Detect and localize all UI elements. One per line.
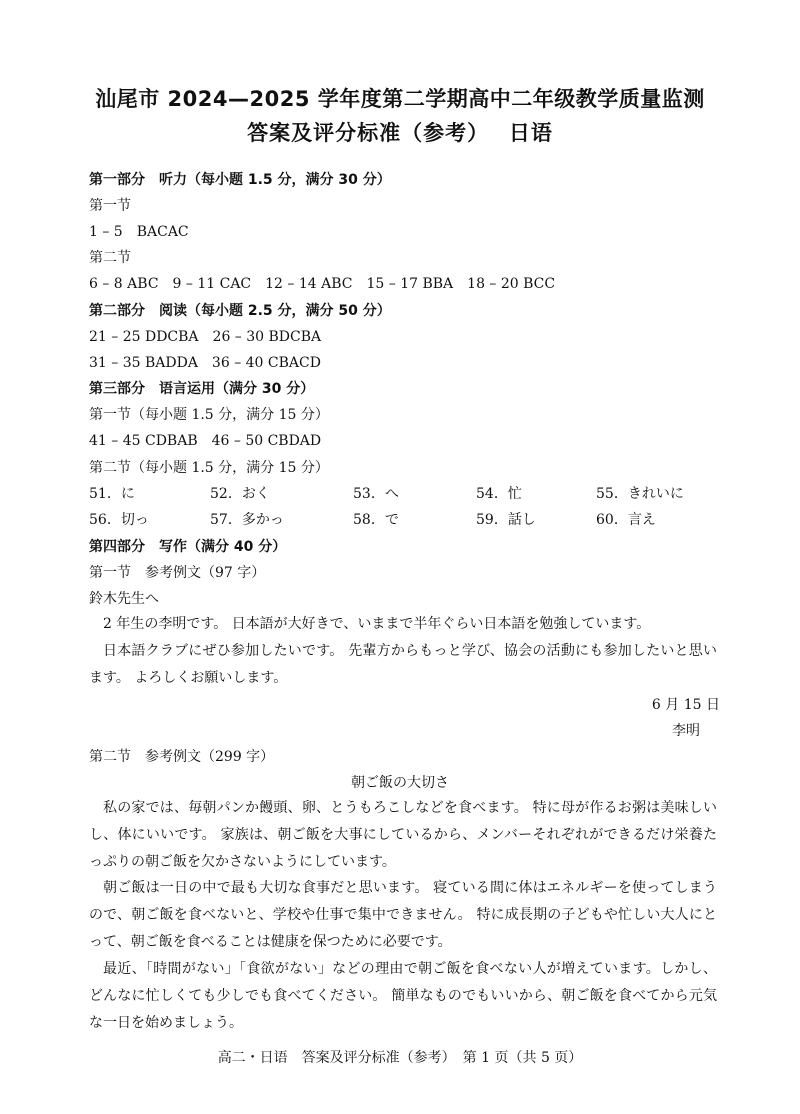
letter-signature: 李明 bbox=[672, 723, 700, 739]
fill-in-answer: 52．おく bbox=[210, 486, 270, 502]
part3-section2-label: 第二节（每小题 1.5 分，满分 15 分） bbox=[89, 460, 329, 476]
fill-in-answer: 51．に bbox=[89, 486, 135, 502]
part1-heading: 第一部分 听力（每小题 1.5 分，满分 30 分） bbox=[89, 172, 391, 188]
letter-salutation: 鈴木先生へ bbox=[89, 591, 159, 607]
part3-section1-label: 第一节（每小题 1.5 分，满分 15 分） bbox=[89, 407, 329, 423]
part1-section1-answers: 1 – 5 BACAC bbox=[89, 224, 189, 240]
essay-paragraph-2: 朝ご飯は一日の中で最も大切な食事だと思います。 寝ている間に体はエネルギーを使ってしまうので、朝ご飯を食べないと、学校や仕事で集中できません。 特に成長期の子どもや忙しい大人にとって、朝ご飯を食べることは健康を保つために必要です。 bbox=[89, 880, 717, 950]
fill-in-answer: 56．切っ bbox=[89, 512, 149, 528]
fill-in-answer: 59．話し bbox=[476, 512, 536, 528]
part2-answers-row2: 31 – 35 BADDA 36 – 40 CBACD bbox=[89, 355, 321, 371]
part2-heading: 第二部分 阅读（每小题 2.5 分，满分 50 分） bbox=[89, 303, 391, 319]
part4-section2-label: 第二节 参考例文（299 字） bbox=[89, 749, 275, 765]
letter-paragraph-1: 2 年生の李明です。 日本語が大好きで、いままで半年ぐらい日本語を勉強しています。 bbox=[103, 616, 651, 632]
part3-section1-answers: 41 – 45 CDBAB 46 – 50 CBDAD bbox=[89, 433, 322, 449]
letter-paragraph-2: 日本語クラブにぜひ参加したいです。 先輩方からもっと学び、協会の活動にも参加したいと思います。 よろしくお願いします。 bbox=[89, 643, 717, 686]
fill-in-answer: 54．忙 bbox=[476, 486, 522, 502]
letter-date: 6 月 15 日 bbox=[651, 697, 720, 713]
part4-heading: 第四部分 写作（满分 40 分） bbox=[89, 539, 287, 555]
document-subtitle: 答案及评分标准（参考） 日语 bbox=[247, 121, 553, 145]
essay-paragraph-3: 最近、「時間がない」「食欲がない」などの理由で朝ご飯を食べない人が増えています。しかし、どんなに忙しくても少しでも食べてください。 簡単なものでもいいから、朝ご飯を食べてから元気な一日を始めましょう。 bbox=[89, 961, 717, 1031]
fill-in-answer: 57．多かっ bbox=[210, 512, 284, 528]
page-footer: 高二・日语 答案及评分标准（参考） 第 1 页（共 5 页） bbox=[217, 1050, 583, 1066]
essay-title: 朝ご飯の大切さ bbox=[351, 775, 449, 791]
part1-section1-label: 第一节 bbox=[89, 198, 131, 214]
essay-paragraph-1: 私の家では、毎朝パンか饅頭、卵、とうもろこしなどを食べます。 特に母が作るお粥は美味しいし、体にいいです。 家族は、朝ご飯を大事にしているから、メンバーそれぞれができるだけ栄養たっぷりの朝ご飯を欠かさないようにしています。 bbox=[89, 800, 717, 870]
fill-in-answer: 60．言え bbox=[596, 512, 656, 528]
part1-section2-answers: 6 – 8 ABC 9 – 11 CAC 12 – 14 ABC 15 – 17 BBA 18 – 20 BCC bbox=[89, 276, 556, 292]
fill-in-answer: 55．きれいに bbox=[596, 486, 684, 502]
part4-section1-label: 第一节 参考例文（97 字） bbox=[89, 565, 266, 581]
fill-in-answer: 53．へ bbox=[353, 486, 399, 502]
document-title: 汕尾市 2024—2025 学年度第二学期高中二年级教学质量监测 bbox=[95, 87, 705, 111]
fill-in-answer: 58．で bbox=[353, 512, 399, 528]
part2-answers-row1: 21 – 25 DDCBA 26 – 30 BDCBA bbox=[89, 329, 322, 345]
part1-section2-label: 第二节 bbox=[89, 250, 131, 266]
part3-heading: 第三部分 语言运用（满分 30 分） bbox=[89, 381, 315, 397]
